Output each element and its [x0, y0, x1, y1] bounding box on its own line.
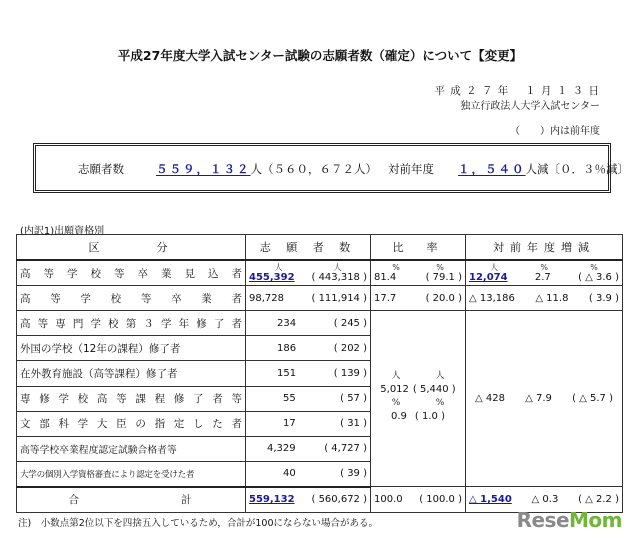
- row-count: 40: [283, 468, 296, 480]
- row-count-cell: [246, 286, 371, 311]
- row-count-cell: [246, 361, 371, 386]
- row-count-cell: [246, 386, 371, 411]
- row-ratio-prev: ( 79.1 ): [425, 272, 462, 284]
- summary-applicants: [156, 161, 377, 177]
- paren-note: （ ）内は前年度: [510, 126, 600, 137]
- group-diff-cell: [466, 311, 623, 487]
- row-count-prev: ( 139 ): [333, 367, 367, 379]
- total-diff-prev: ( △ 2.2 ): [578, 494, 619, 506]
- applicants-table: [16, 234, 623, 513]
- group-units: [374, 399, 462, 408]
- organization-name: 独立行政法人大学入試センター: [460, 101, 600, 112]
- unit-label: %: [436, 263, 444, 273]
- ratio-units: [374, 263, 462, 272]
- row-count: 234: [277, 317, 297, 329]
- unit-label: %: [435, 397, 445, 408]
- diff-units: [469, 263, 619, 272]
- row-count: 151: [277, 367, 297, 379]
- row-count: 455,392: [249, 272, 295, 284]
- unit-label: %: [540, 263, 548, 273]
- breakdown-label: (内訳1)出願資格別: [20, 226, 105, 237]
- row-count-prev: ( 202 ): [333, 342, 367, 354]
- row-diff-pct: 2.7: [534, 272, 551, 284]
- row-count-prev: ( 443,318 ): [311, 272, 367, 284]
- row-count-cell: [246, 461, 371, 487]
- row-category: 高等学校等卒業見込者: [17, 260, 246, 286]
- resemom-logo: [517, 508, 622, 532]
- row-diff: 12,074: [469, 272, 508, 284]
- total-count-prev: ( 560,672 ): [311, 494, 367, 506]
- total-ratio: 100.0: [374, 494, 403, 506]
- count-units: [249, 263, 367, 272]
- row-count-cell: [246, 260, 371, 286]
- summary-diff-value: １，５４０: [458, 162, 526, 176]
- row-count: 98,728: [249, 292, 284, 304]
- row-ratio-cell: [371, 286, 466, 311]
- group-diff-prev: ( △ 5.7 ): [572, 392, 613, 404]
- row-category: 専修学校高等課程修了者等: [17, 386, 246, 411]
- total-diff-pct: △ 0.3: [531, 494, 559, 506]
- total-count: 559,132: [249, 494, 295, 506]
- row-diff: △ 13,186: [469, 292, 515, 304]
- header-ratio: 比 率: [371, 235, 466, 261]
- row-count-prev: ( 245 ): [333, 317, 367, 329]
- group-ratio: 0.9: [391, 410, 407, 422]
- row-count: 55: [283, 393, 296, 405]
- row-count-prev: ( 4,727 ): [324, 443, 367, 455]
- row-count: 186: [277, 342, 297, 354]
- row-ratio-cell: [371, 260, 466, 286]
- group-ratio-prev: ( 1.0 ): [414, 410, 445, 422]
- row-ratio: 17.7: [374, 292, 397, 304]
- summary-diff-suffix: 人減〔０．３％減〕: [525, 162, 629, 176]
- unit-label: 人: [391, 370, 401, 381]
- row-count-cell: [246, 411, 371, 436]
- row-diff-pct: △ 11.8: [535, 292, 569, 304]
- table-row: [17, 311, 623, 336]
- summary-applicants-value: ５５９，１３２: [156, 162, 251, 176]
- logo-accent: Mom: [569, 508, 622, 532]
- unit-label: 人: [435, 370, 445, 381]
- unit-label: 人: [333, 263, 342, 273]
- total-ratio-prev: ( 100.0 ): [419, 494, 462, 506]
- total-label: 合 計: [17, 487, 246, 513]
- row-diff-cell: [466, 286, 623, 311]
- header-count: 志 願 者 数: [246, 235, 371, 261]
- page-title: 平成27年度大学入試センター試験の志願者数（確定）について【変更】: [117, 48, 523, 63]
- summary-applicants-suffix: 人（５６０，６７２人）: [250, 162, 377, 176]
- group-ratio-cell: [371, 311, 466, 487]
- group-count: 5,012: [380, 383, 409, 395]
- total-ratio-cell: [371, 487, 466, 513]
- row-category: 外国の学校（12年の課程）修了者: [17, 336, 246, 361]
- row-count-cell: [246, 336, 371, 361]
- table-header-row: [17, 235, 623, 261]
- row-count: 4,329: [267, 443, 296, 455]
- row-count-cell: [246, 436, 371, 461]
- row-category: 在外教育施設（高等課程）修了者: [17, 361, 246, 386]
- row-diff-cell: [466, 260, 623, 286]
- header-category: 区 分: [17, 235, 246, 261]
- group-units: [374, 372, 462, 381]
- total-count-cell: [246, 487, 371, 513]
- summary-compare-label: 対前年度: [388, 162, 434, 176]
- table-row: [17, 260, 623, 286]
- row-count-prev: ( 31 ): [340, 418, 367, 430]
- row-count-prev: ( 57 ): [340, 393, 367, 405]
- logo-part1: Rese: [516, 508, 570, 532]
- row-category: 高等学校等卒業者: [17, 286, 246, 311]
- unit-label: %: [590, 263, 598, 273]
- row-ratio: 81.4: [374, 272, 397, 284]
- summary-diff: [458, 161, 629, 177]
- unit-label: %: [392, 263, 400, 273]
- header-diff: 対前年度増減: [466, 235, 623, 261]
- unit-label: 人: [490, 263, 499, 273]
- row-category: 高等学校卒業程度認定試験合格者等: [17, 436, 246, 461]
- row-diff-prev: ( 3.9 ): [588, 292, 619, 304]
- group-diff: △ 428: [475, 392, 505, 404]
- row-category: 文部科学大臣の指定した者: [17, 411, 246, 436]
- unit-label: 人: [274, 263, 283, 273]
- footnote: 注) 小数点第2位以下を四捨五入しているため，合計が100にならない場合がある。: [18, 518, 379, 529]
- table-row: [17, 286, 623, 311]
- row-count-cell: [246, 311, 371, 336]
- row-count: 17: [283, 418, 296, 430]
- row-category: 大学の個別入学資格審査により認定を受けた者: [17, 461, 246, 487]
- unit-label: %: [391, 397, 401, 408]
- group-count-prev: ( 5,440 ): [412, 383, 456, 395]
- row-count-prev: ( 39 ): [340, 468, 367, 480]
- row-count-prev: ( 111,914 ): [311, 292, 367, 304]
- summary-box: [33, 143, 629, 193]
- total-diff: △ 1,540: [469, 494, 512, 506]
- row-category: 高等専門学校第３学年修了者: [17, 311, 246, 336]
- group-diff-pct: △ 7.9: [525, 392, 552, 404]
- row-diff-prev: ( △ 3.6 ): [578, 272, 619, 284]
- release-date: 平 成 ２ ７ 年 １ 月 １ ３ 日: [434, 85, 600, 97]
- row-ratio-prev: ( 20.0 ): [425, 292, 462, 304]
- summary-label: 志願者数: [78, 162, 124, 176]
